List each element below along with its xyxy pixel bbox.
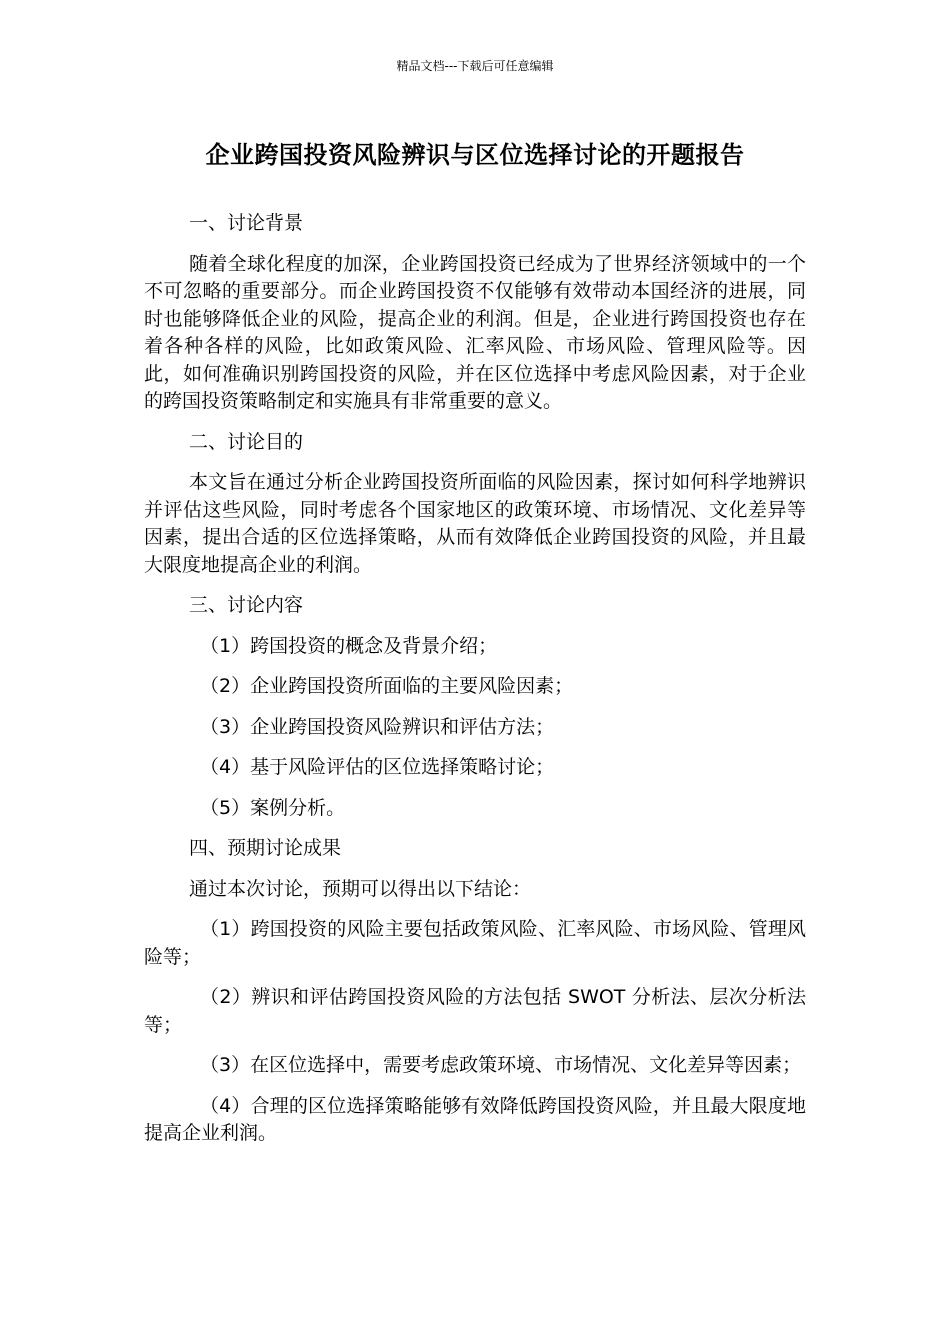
purpose-paragraph: 本文旨在通过分析企业跨国投资所面临的风险因素，探讨如何科学地辨识并评估这些风险，同时考虑各个国家地区的政策环境、市场情况、文化差异等因素，提出合适的区位选择策略，从而有效降低企业跨国投资的风险，并且最大限度地提高企业的利润。 [144,471,806,576]
background-paragraph: 随着全球化程度的加深，企业跨国投资已经成为了世界经济领域中的一个不可忽略的重要部分。而企业跨国投资不仅能够有效带动本国经济的进展，同时也能够降低企业的风险，提高企业的利润。但是，企业进行跨国投资也存在着各种各样的风险，比如政策风险、汇率风险、市场风险、管理风险等。因此，如何准确识别跨国投资的风险，并在区位选择中考虑风险因素，对于企业的跨国投资策略制定和实施具有非常重要的意义。 [144,252,806,412]
result-list-item: （2）辨识和评估跨国投资风险的方法包括 SWOT 分析法、层次分析法等； [144,986,806,1036]
header-note: 精品文档---下载后可任意编辑 [396,59,554,73]
document-body [144,210,806,1161]
section-heading-purpose: 二、讨论目的 [189,430,304,453]
document-title: 企业跨国投资风险辨识与区位选择讨论的开题报告 [205,141,745,169]
content-list-item: （1）跨国投资的概念及背景介绍； [200,634,498,657]
results-intro: 通过本次讨论，预期可以得出以下结论： [189,877,532,900]
result-list-item: （1）跨国投资的风险主要包括政策风险、汇率风险、市场风险、管理风险等； [144,918,806,968]
section-heading-content: 三、讨论内容 [189,594,304,616]
content-list-item: （2）企业跨国投资所面临的主要风险因素； [200,675,574,697]
content-list-item: （5）案例分析。 [200,796,346,819]
result-list-item: （3）在区位选择中，需要考虑政策环境、市场情况、文化差异等因素； [200,1054,802,1076]
result-list-item: （4）合理的区位选择策略能够有效降低跨国投资风险，并且最大限度地提高企业利润。 [144,1094,806,1144]
content-list-item: （4）基于风险评估的区位选择策略讨论； [200,756,555,778]
section-heading-results: 四、预期讨论成果 [189,837,342,859]
content-list-item: （3）企业跨国投资风险辨识和评估方法； [200,715,555,738]
section-heading-background: 一、讨论背景 [189,212,304,234]
